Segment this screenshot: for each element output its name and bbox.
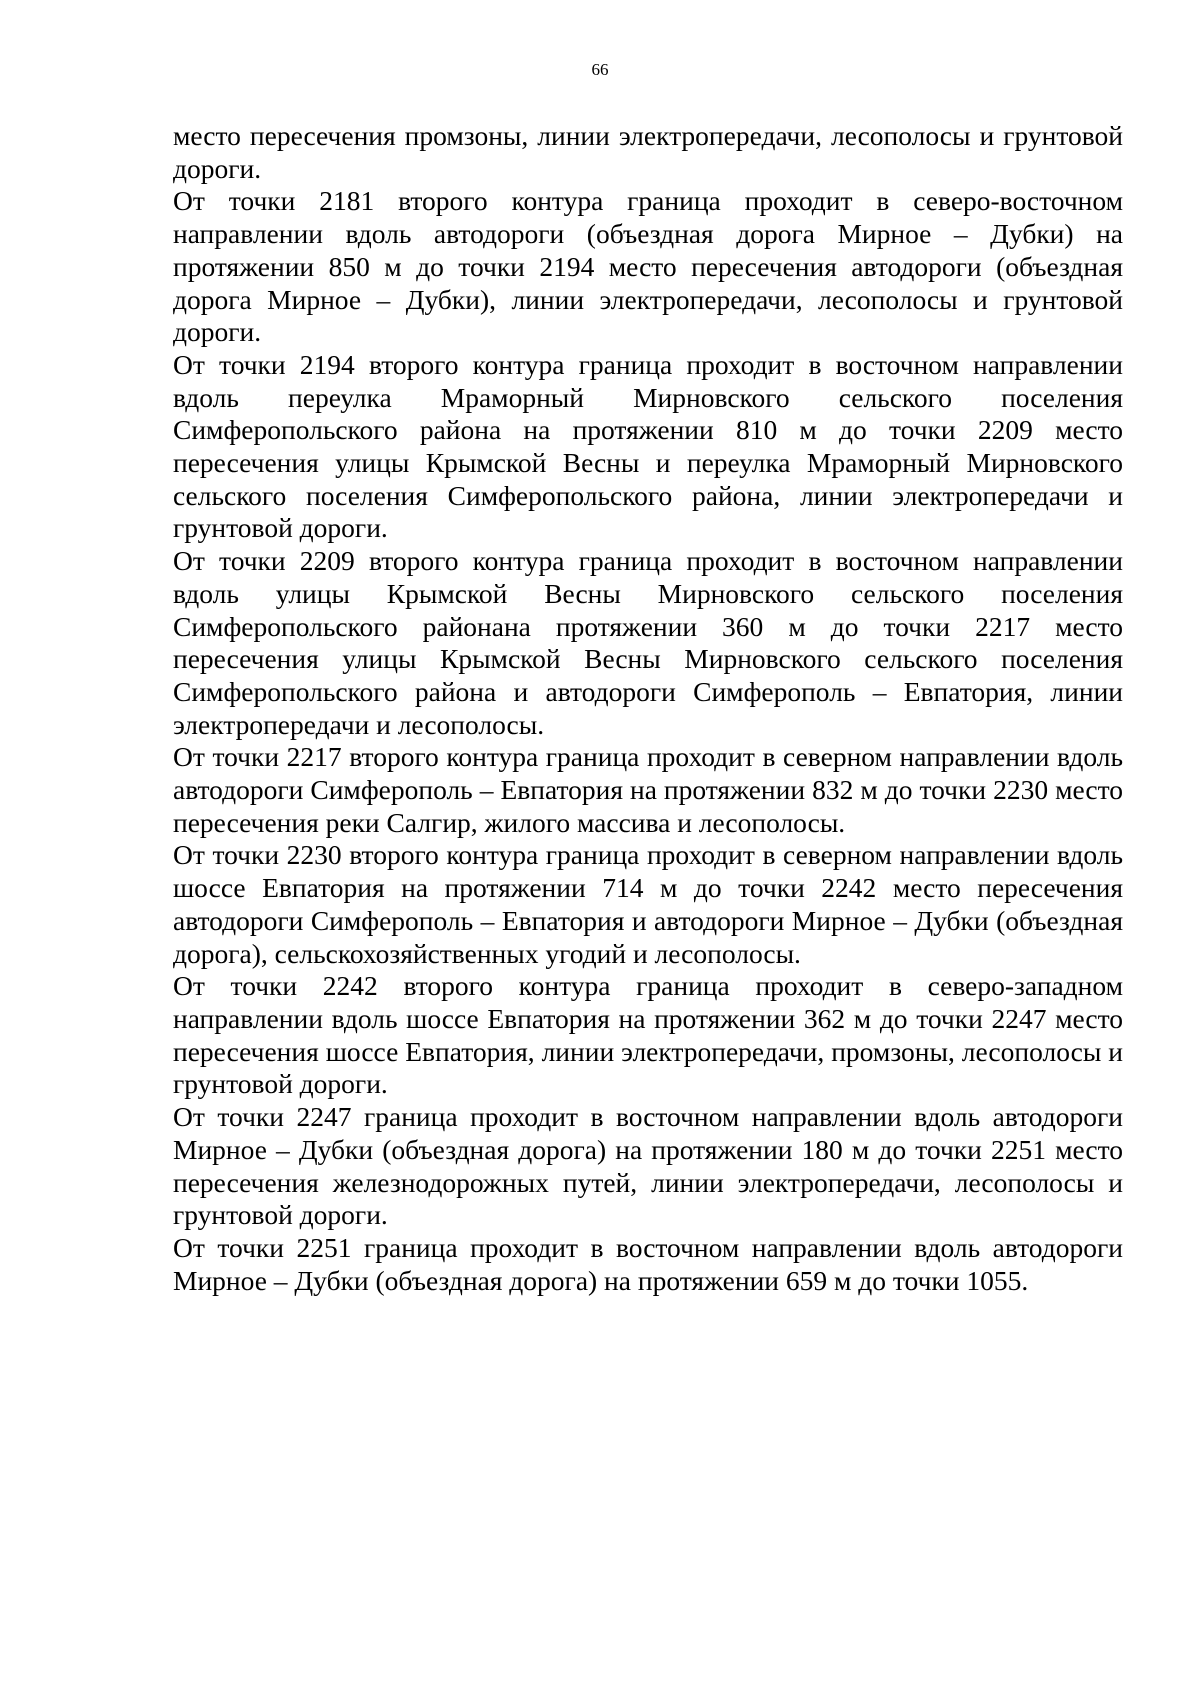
document-body <box>173 120 1123 1297</box>
paragraph-7: От точки 2242 второго контура граница проходит в северо-западном направлении вдоль шоссе Евпатория на протяжении 362 м до точки 2247 место пересечения шоссе Евпатория, линии электропередачи, промзоны, лесополосы и грунтовой дороги. <box>173 970 1123 1100</box>
paragraph-6: От точки 2230 второго контура граница проходит в северном направлении вдоль шоссе Евпатория на протяжении 714 м до точки 2242 место пересечения автодороги Симферополь – Евпатория и автодороги Мирное – Дубки (объездная дорога), сельскохозяйственных угодий и лесополосы. <box>173 839 1123 969</box>
paragraph-9: От точки 2251 граница проходит в восточном направлении вдоль автодороги Мирное – Дубки (объездная дорога) на протяжении 659 м до точки 1055. <box>173 1231 1123 1296</box>
paragraph-8: От точки 2247 граница проходит в восточном направлении вдоль автодороги Мирное – Дубки (объездная дорога) на протяжении 180 м до точки 2251 место пересечения железнодорожных путей, линии электропередачи, лесополосы и грунтовой дороги. <box>173 1101 1123 1231</box>
paragraph-1: место пересечения промзоны, линии электропередачи, лесополосы и грунтовой дороги. <box>173 120 1123 184</box>
paragraph-2: От точки 2181 второго контура граница проходит в северо-восточном направлении вдоль автодороги (объездная дорога Мирное – Дубки) на протяжении 850 м до точки 2194 место пересечения автодороги (объездная дорога Мирное – Дубки), линии электропередачи, лесополосы и грунтовой дороги. <box>173 185 1123 348</box>
page-number: 66 <box>591 60 609 79</box>
paragraph-3: От точки 2194 второго контура граница проходит в восточном направлении вдоль переулка Мраморный Мирновского сельского поселения Симферопольского района на протяжении 810 м до точки 2209 место пересечения улицы Крымской Весны и переулка Мраморный Мирновского сельского поселения Симферопольского района, линии электропередачи и грунтовой дороги. <box>173 348 1123 544</box>
paragraph-5: От точки 2217 второго контура граница проходит в северном направлении вдоль автодороги Симферополь – Евпатория на протяжении 832 м до точки 2230 место пересечения реки Салгир, жилого массива и лесополосы. <box>173 741 1123 838</box>
paragraph-4: От точки 2209 второго контура граница проходит в восточном направлении вдоль улицы Крымской Весны Мирновского сельского поселения Симферопольского районана протяжении 360 м до точки 2217 место пересечения улицы Крымской Весны Мирновского сельского поселения Симферопольского района и автодороги Симферополь – Евпатория, линии электропередачи и лесополосы. <box>173 545 1123 740</box>
